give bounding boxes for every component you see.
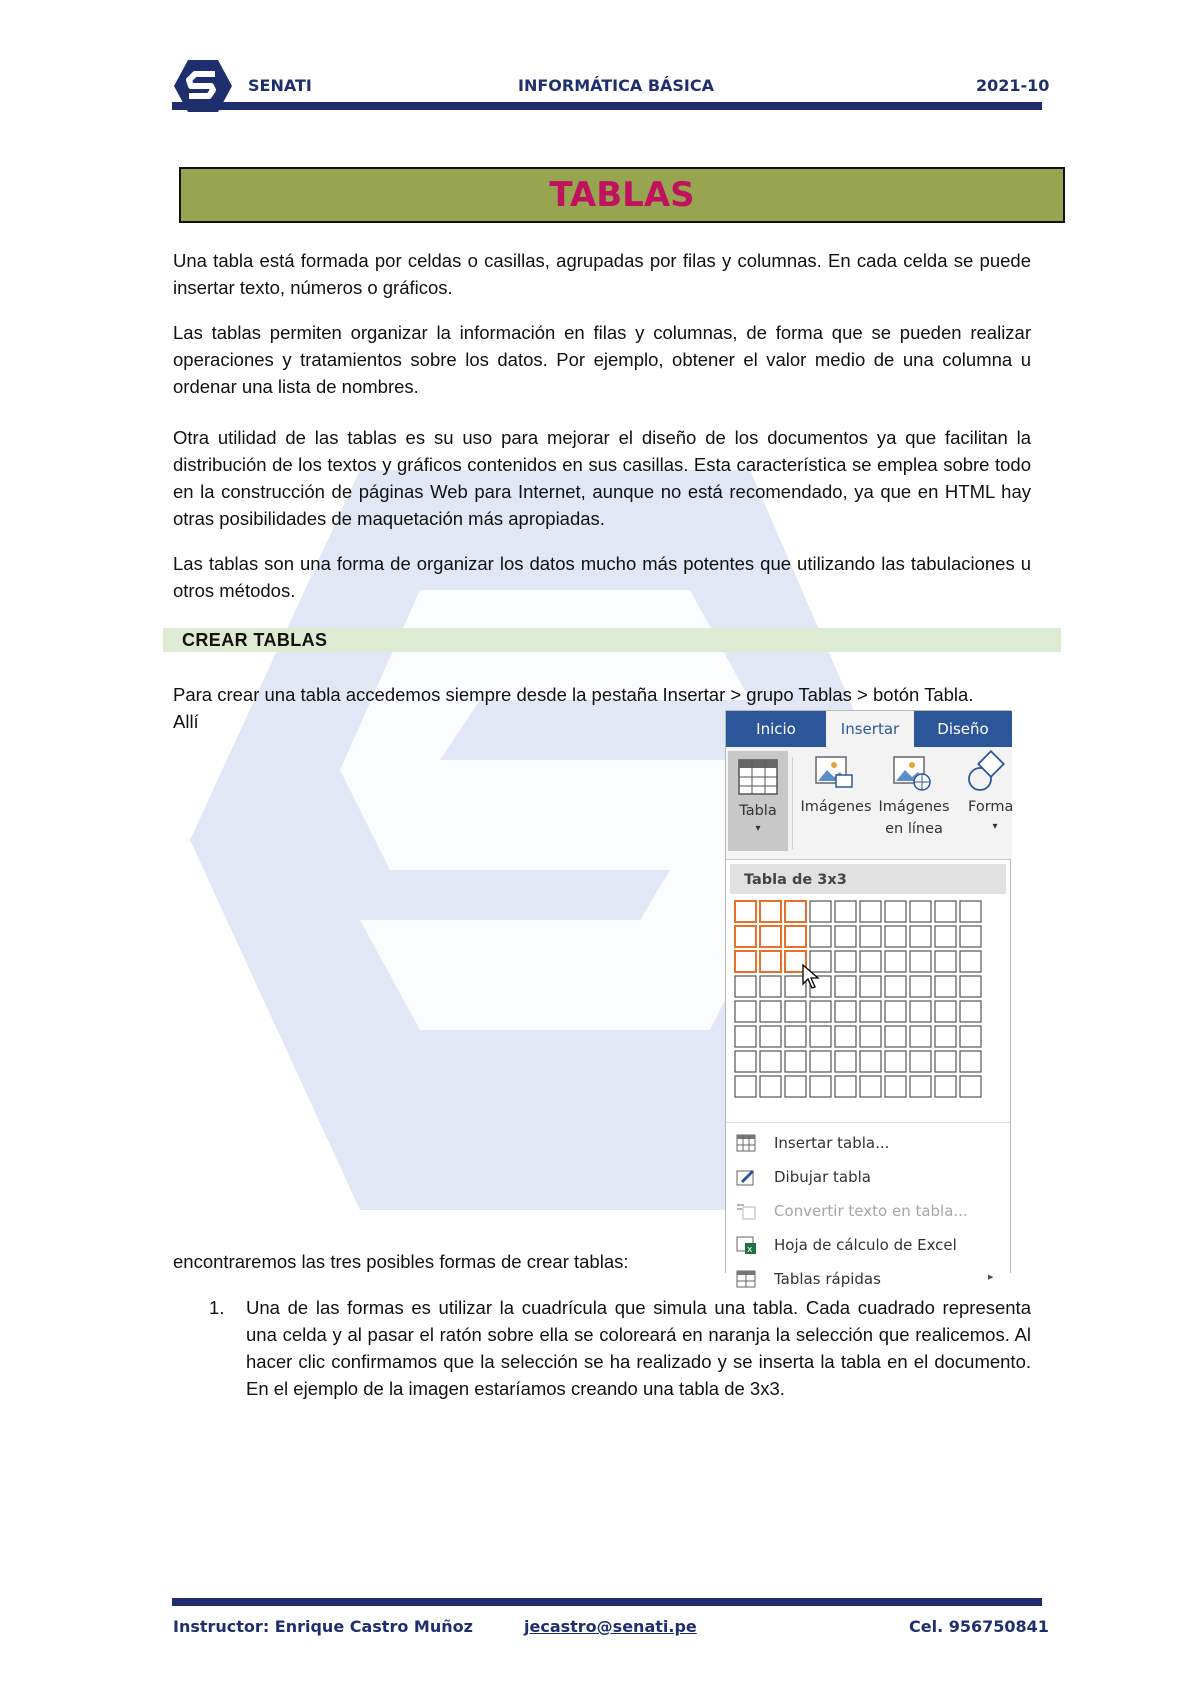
header-course: INFORMÁTICA BÁSICA [518,76,714,95]
grid-cell[interactable] [860,1026,881,1047]
grid-cell[interactable] [935,901,956,922]
grid-cell[interactable] [760,1076,781,1097]
grid-cell[interactable] [910,926,931,947]
chevron-down-icon: ▾ [992,821,998,832]
grid-cell[interactable] [835,951,856,972]
grid-cell[interactable] [960,1001,981,1022]
grid-cell[interactable] [935,926,956,947]
imagenes-label: Imágenes [800,799,872,815]
tab-diseno[interactable]: Diseño [937,720,989,738]
mouse-cursor-icon [802,964,822,990]
tab-inicio[interactable]: Inicio [756,720,796,738]
dropdown-divider [726,1122,1010,1123]
grid-cell[interactable] [960,926,981,947]
grid-cell[interactable] [910,901,931,922]
menu-hoja-excel[interactable] [726,1230,1010,1260]
grid-cell-selected[interactable] [785,926,806,947]
paragraph-1: Una tabla está formada por celdas o casillas, agrupadas por filas y columnas. En cada celda se puede insertar texto, números o gráficos. [173,250,1031,298]
online-images-icon[interactable] [892,753,932,793]
menu-hoja-excel-label: Hoja de cálculo de Excel [774,1236,957,1254]
menu-tablas-rapidas[interactable] [726,1264,1010,1294]
grid-cell[interactable] [810,926,831,947]
tabla-button[interactable] [728,751,788,851]
grid-cell[interactable] [935,976,956,997]
grid-cell[interactable] [885,1076,906,1097]
grid-cell-selected[interactable] [760,951,781,972]
grid-cell[interactable] [935,1076,956,1097]
grid-cell[interactable] [885,951,906,972]
paragraph-2: Las tablas permiten organizar la información en filas y columnas, de forma que se pueden realizar operaciones y tratamientos sobre los datos. Por ejemplo, obtener el valor medio de una columna u ordenar una lista de nombres. [173,322,1031,397]
menu-tablas-rapidas-label: Tablas rápidas [774,1270,881,1288]
list-item-number: 1. [209,1297,225,1318]
table-size-grid[interactable] [734,900,1010,1116]
tab-insertar[interactable]: Insertar [826,711,914,747]
paragraph-4: Las tablas son una forma de organizar los datos mucho más potentes que utilizando las tabulaciones u otros métodos. [173,553,1031,601]
grid-cell[interactable] [760,1001,781,1022]
grid-cell[interactable] [885,901,906,922]
grid-cell[interactable] [910,1026,931,1047]
paragraph-3: Otra utilidad de las tablas es su uso para mejorar el diseño de los documentos ya que facilitan la distribución de los textos y gráficos contenidos en sus casillas. Esta característica se emplea sobre todo en la construcción de páginas Web para Internet, aunque no está recomendado, ya que en HTML hay otras posibilidades de maquetación más apropiadas. [173,427,1031,529]
grid-cell[interactable] [960,1026,981,1047]
imagenes-linea-label-2: en línea [885,821,943,837]
formas-label: Forma [968,799,1014,815]
word-insert-table-screenshot [725,710,1014,1288]
grid-cell[interactable] [885,1001,906,1022]
chevron-down-icon: ▾ [755,823,761,834]
images-icon[interactable] [814,753,854,793]
submenu-arrow-icon: ▸ [988,1270,994,1283]
shapes-icon[interactable] [966,751,1010,795]
grid-cell[interactable] [860,926,881,947]
menu-insertar-tabla[interactable] [726,1128,1010,1158]
table-dropdown [726,859,1010,1288]
grid-cell[interactable] [835,901,856,922]
menu-convertir-texto-label: Convertir texto en tabla... [774,1202,968,1220]
section-intro-line-2: Allí [173,711,199,732]
grid-cell[interactable] [735,1076,756,1097]
convert-icon [736,1202,756,1220]
menu-dibujar-tabla-label: Dibujar tabla [774,1168,871,1186]
title-box [179,167,1065,223]
section-after-image: encontraremos las tres posibles formas de crear tablas: [173,1251,629,1272]
menu-dibujar-tabla[interactable] [726,1162,1010,1192]
grid-cell[interactable] [735,1051,756,1072]
grid-cell[interactable] [810,1001,831,1022]
header-period: 2021-10 [976,76,1050,95]
footer-phone: Cel. 956750841 [909,1617,1049,1636]
grid-cell[interactable] [835,976,856,997]
grid-cell[interactable] [960,1076,981,1097]
grid-cell[interactable] [885,1026,906,1047]
grid-cell[interactable] [885,1051,906,1072]
list-item-text: Una de las formas es utilizar la cuadrícula que simula una tabla. Cada cuadrado representa una celda y al pasar el ratón sobre ella se coloreará en naranja la selección que realicemos. Al hacer clic confirmamos que la selección se ha realizado y se inserta la tabla en el documento. En el ejemplo de la imagen estaríamos creando una tabla de 3x3. [246,1297,1031,1399]
grid-cell[interactable] [960,1051,981,1072]
grid-cell[interactable] [810,901,831,922]
dropdown-header [730,864,1006,894]
grid-cell[interactable] [835,1026,856,1047]
header-rule [172,102,1042,110]
grid-cell[interactable] [735,976,756,997]
grid-cell[interactable] [835,926,856,947]
grid-cell[interactable] [960,976,981,997]
grid-cell[interactable] [860,1076,881,1097]
grid-cell[interactable] [810,1076,831,1097]
grid-cell[interactable] [910,951,931,972]
grid-cell[interactable] [785,1076,806,1097]
grid-cell[interactable] [885,926,906,947]
table-icon [738,759,778,795]
grid-cell[interactable] [760,1051,781,1072]
section-title: CREAR TABLAS [182,630,328,650]
footer-email-link[interactable]: jecastro@senati.pe [524,1617,697,1636]
grid-cell[interactable] [860,1051,881,1072]
grid-cell-selected[interactable] [760,901,781,922]
grid-cell[interactable] [735,1026,756,1047]
grid-cell[interactable] [860,1001,881,1022]
footer-instructor: Instructor: Enrique Castro Muñoz [173,1617,473,1636]
page-title: TABLAS [549,175,695,215]
pencil-table-icon [736,1168,756,1186]
grid-cell[interactable] [910,976,931,997]
menu-insertar-tabla-label: Insertar tabla... [774,1134,890,1152]
grid-cell[interactable] [785,1001,806,1022]
ribbon-panel [726,747,1012,859]
grid-cell[interactable] [810,1026,831,1047]
grid-cell[interactable] [860,901,881,922]
grid-cell[interactable] [835,1051,856,1072]
grid-cell[interactable] [835,1001,856,1022]
grid-cell[interactable] [785,1026,806,1047]
grid-cell[interactable] [760,1026,781,1047]
grid-cell[interactable] [785,1051,806,1072]
grid-cell[interactable] [835,1076,856,1097]
grid-cell[interactable] [910,1001,931,1022]
grid-cell-selected[interactable] [785,901,806,922]
grid-cell-selected[interactable] [735,951,756,972]
grid-cell[interactable] [935,951,956,972]
header-brand: SENATI [248,76,312,95]
grid-cell[interactable] [860,951,881,972]
table-icon [736,1134,756,1152]
grid-cell[interactable] [885,976,906,997]
grid-cell-selected[interactable] [760,926,781,947]
grid-cell[interactable] [960,901,981,922]
grid-cell[interactable] [935,1026,956,1047]
section-intro-line-1: Para crear una tabla accedemos siempre desde la pestaña Insertar > grupo Tablas > botón Tabla. [173,684,974,705]
excel-icon [736,1236,756,1254]
quick-table-icon [736,1270,756,1288]
grid-cell[interactable] [935,1001,956,1022]
imagenes-linea-label-1: Imágenes [878,799,950,815]
grid-cell[interactable] [910,1076,931,1097]
grid-cell[interactable] [935,1051,956,1072]
menu-convertir-texto [726,1196,1010,1226]
ribbon-tab-bar [726,711,1012,747]
ribbon-divider [792,757,793,849]
grid-cell-selected[interactable] [735,926,756,947]
grid-cell[interactable] [910,1051,931,1072]
grid-cell[interactable] [810,1051,831,1072]
grid-cell-selected[interactable] [735,901,756,922]
grid-cell[interactable] [960,951,981,972]
tabla-label: Tabla [739,803,777,819]
grid-cell[interactable] [860,976,881,997]
footer-rule [172,1598,1042,1606]
dropdown-title: Tabla de 3x3 [744,872,847,888]
svg-text:x: x [747,1245,753,1255]
grid-cell[interactable] [760,976,781,997]
grid-cell[interactable] [735,1001,756,1022]
